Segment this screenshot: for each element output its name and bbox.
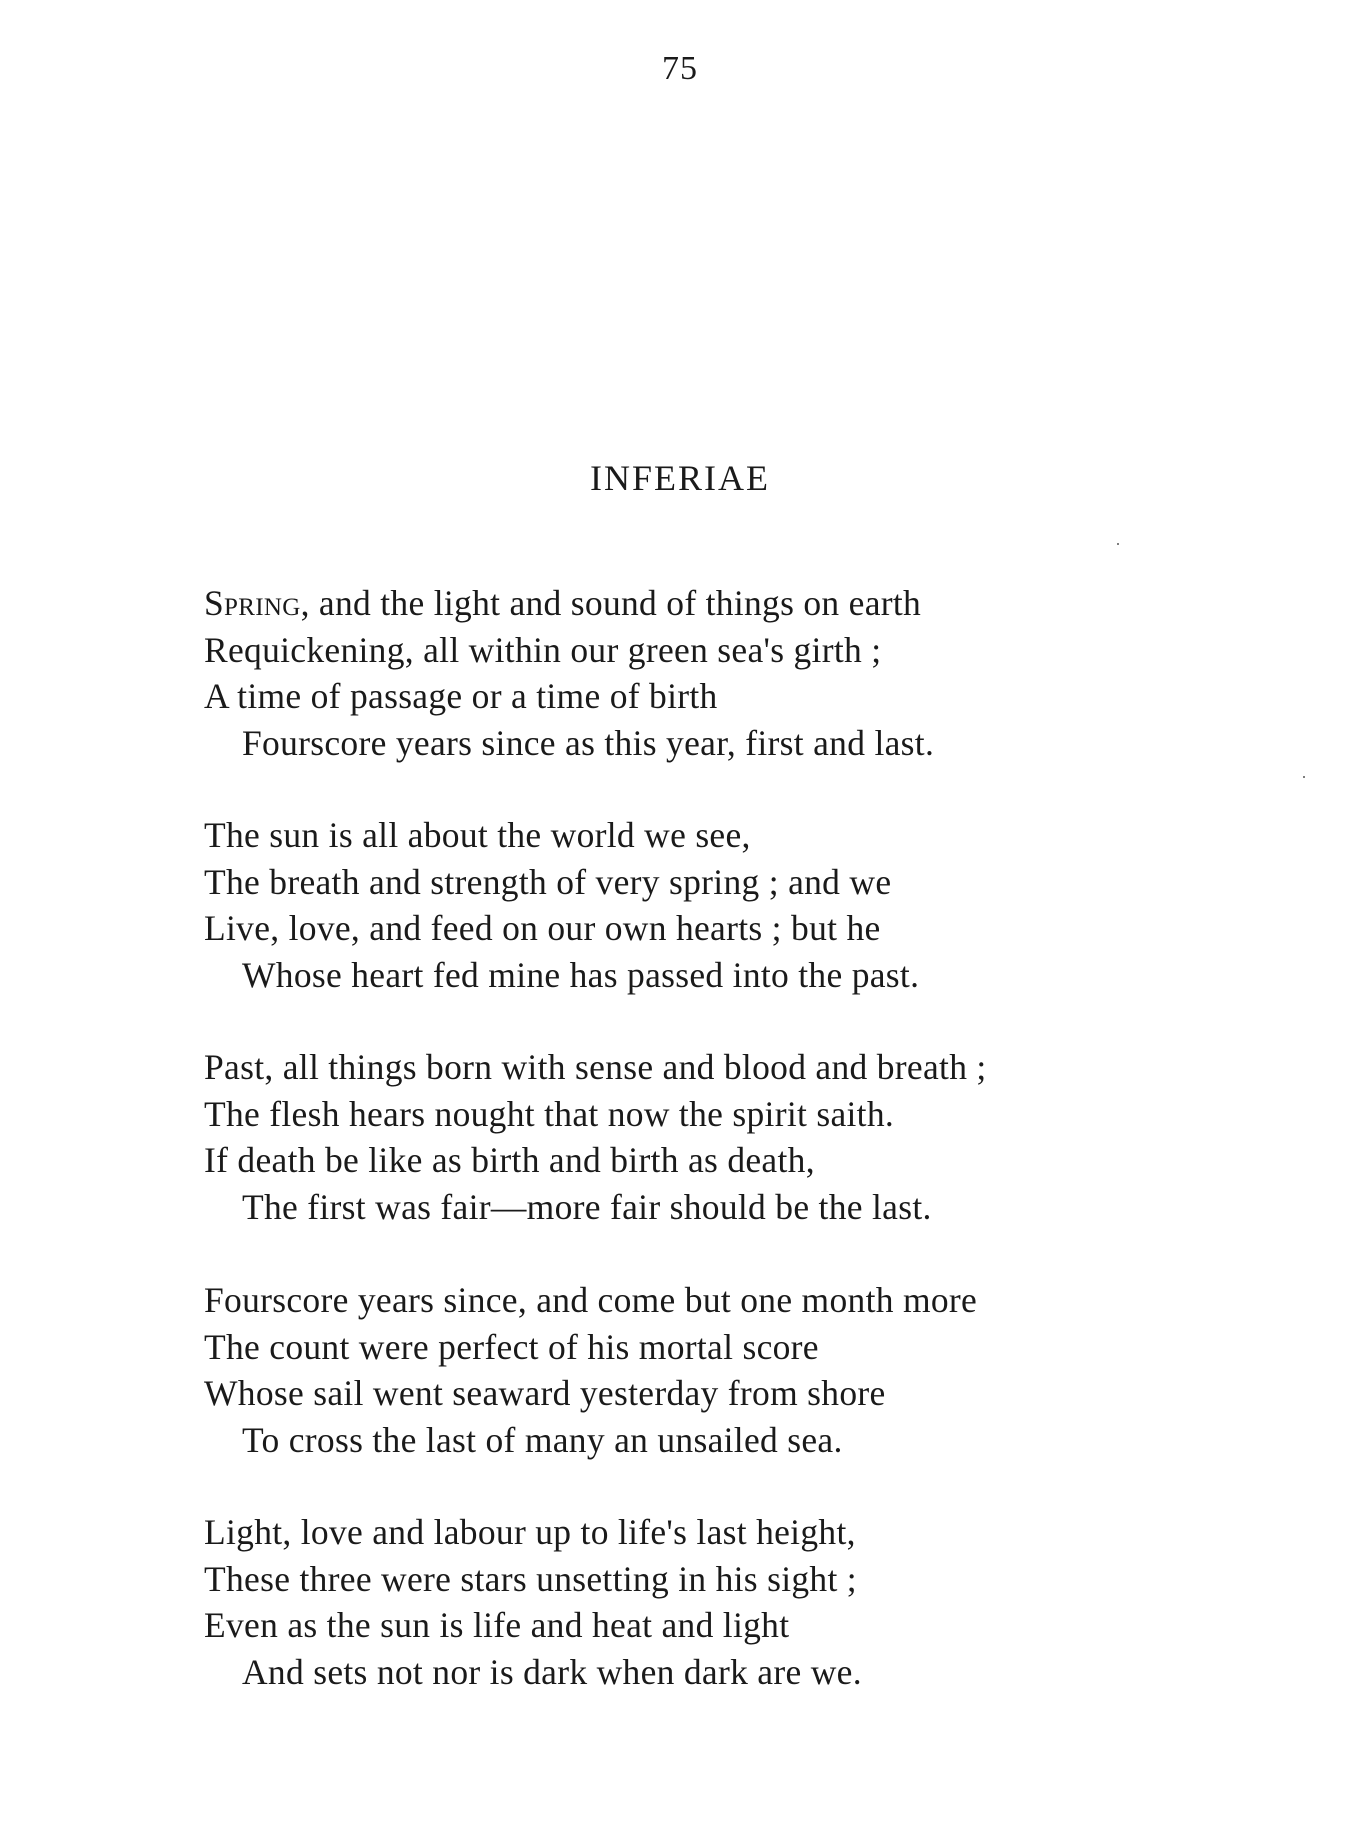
poem-line: Whose sail went seaward yesterday from shore [204, 1373, 886, 1413]
poem-line-indented: Fourscore years since as this year, first and last. [242, 722, 935, 763]
poem-line: Light, love and labour up to life's last height, [204, 1512, 856, 1552]
poem-line: Live, love, and feed on our own hearts ; but he [204, 908, 881, 948]
poem-line: If death be like as birth and birth as death, [204, 1140, 815, 1180]
poem-line: Requickening, all within our green sea's girth ; [204, 629, 882, 670]
poem-title: INFERIAE [590, 458, 770, 498]
page-number: 75 [662, 50, 698, 87]
poem-line-indented: To cross the last of many an unsailed sea. [242, 1419, 843, 1460]
poem-line: The flesh hears nought that now the spirit saith. [204, 1093, 895, 1134]
poem-line: Even as the sun is life and heat and light [204, 1605, 790, 1645]
scan-speck [1117, 543, 1119, 545]
poem-line: Fourscore years since, and come but one month more [204, 1280, 978, 1320]
poem-line: The breath and strength of very spring ; and we [204, 861, 892, 902]
poem-line: Past, all things born with sense and blood and breath ; [204, 1047, 987, 1087]
small-caps-opening-word: Spring [204, 583, 301, 623]
poem-line-indented: Whose heart fed mine has passed into the past. [242, 954, 920, 995]
poem-line: These three were stars unsetting in his sight ; [204, 1558, 857, 1599]
stanza-2 [204, 812, 1204, 998]
poem-line: The sun is all about the world we see, [204, 815, 751, 855]
stanza-3 [204, 1044, 1204, 1230]
poem-line: Spring, and the light and sound of things on earth [204, 583, 922, 623]
stanza-5 [204, 1509, 1204, 1695]
stanza-1 [204, 580, 1204, 766]
poem-line-indented: The first was fair—more fair should be the last. [242, 1186, 932, 1227]
poem-line: A time of passage or a time of birth [204, 676, 718, 716]
scan-speck [1303, 776, 1305, 778]
stanza-4 [204, 1277, 1204, 1463]
poem-line-indented: And sets not nor is dark when dark are we. [242, 1651, 862, 1692]
poem-line: The count were perfect of his mortal score [204, 1326, 819, 1367]
